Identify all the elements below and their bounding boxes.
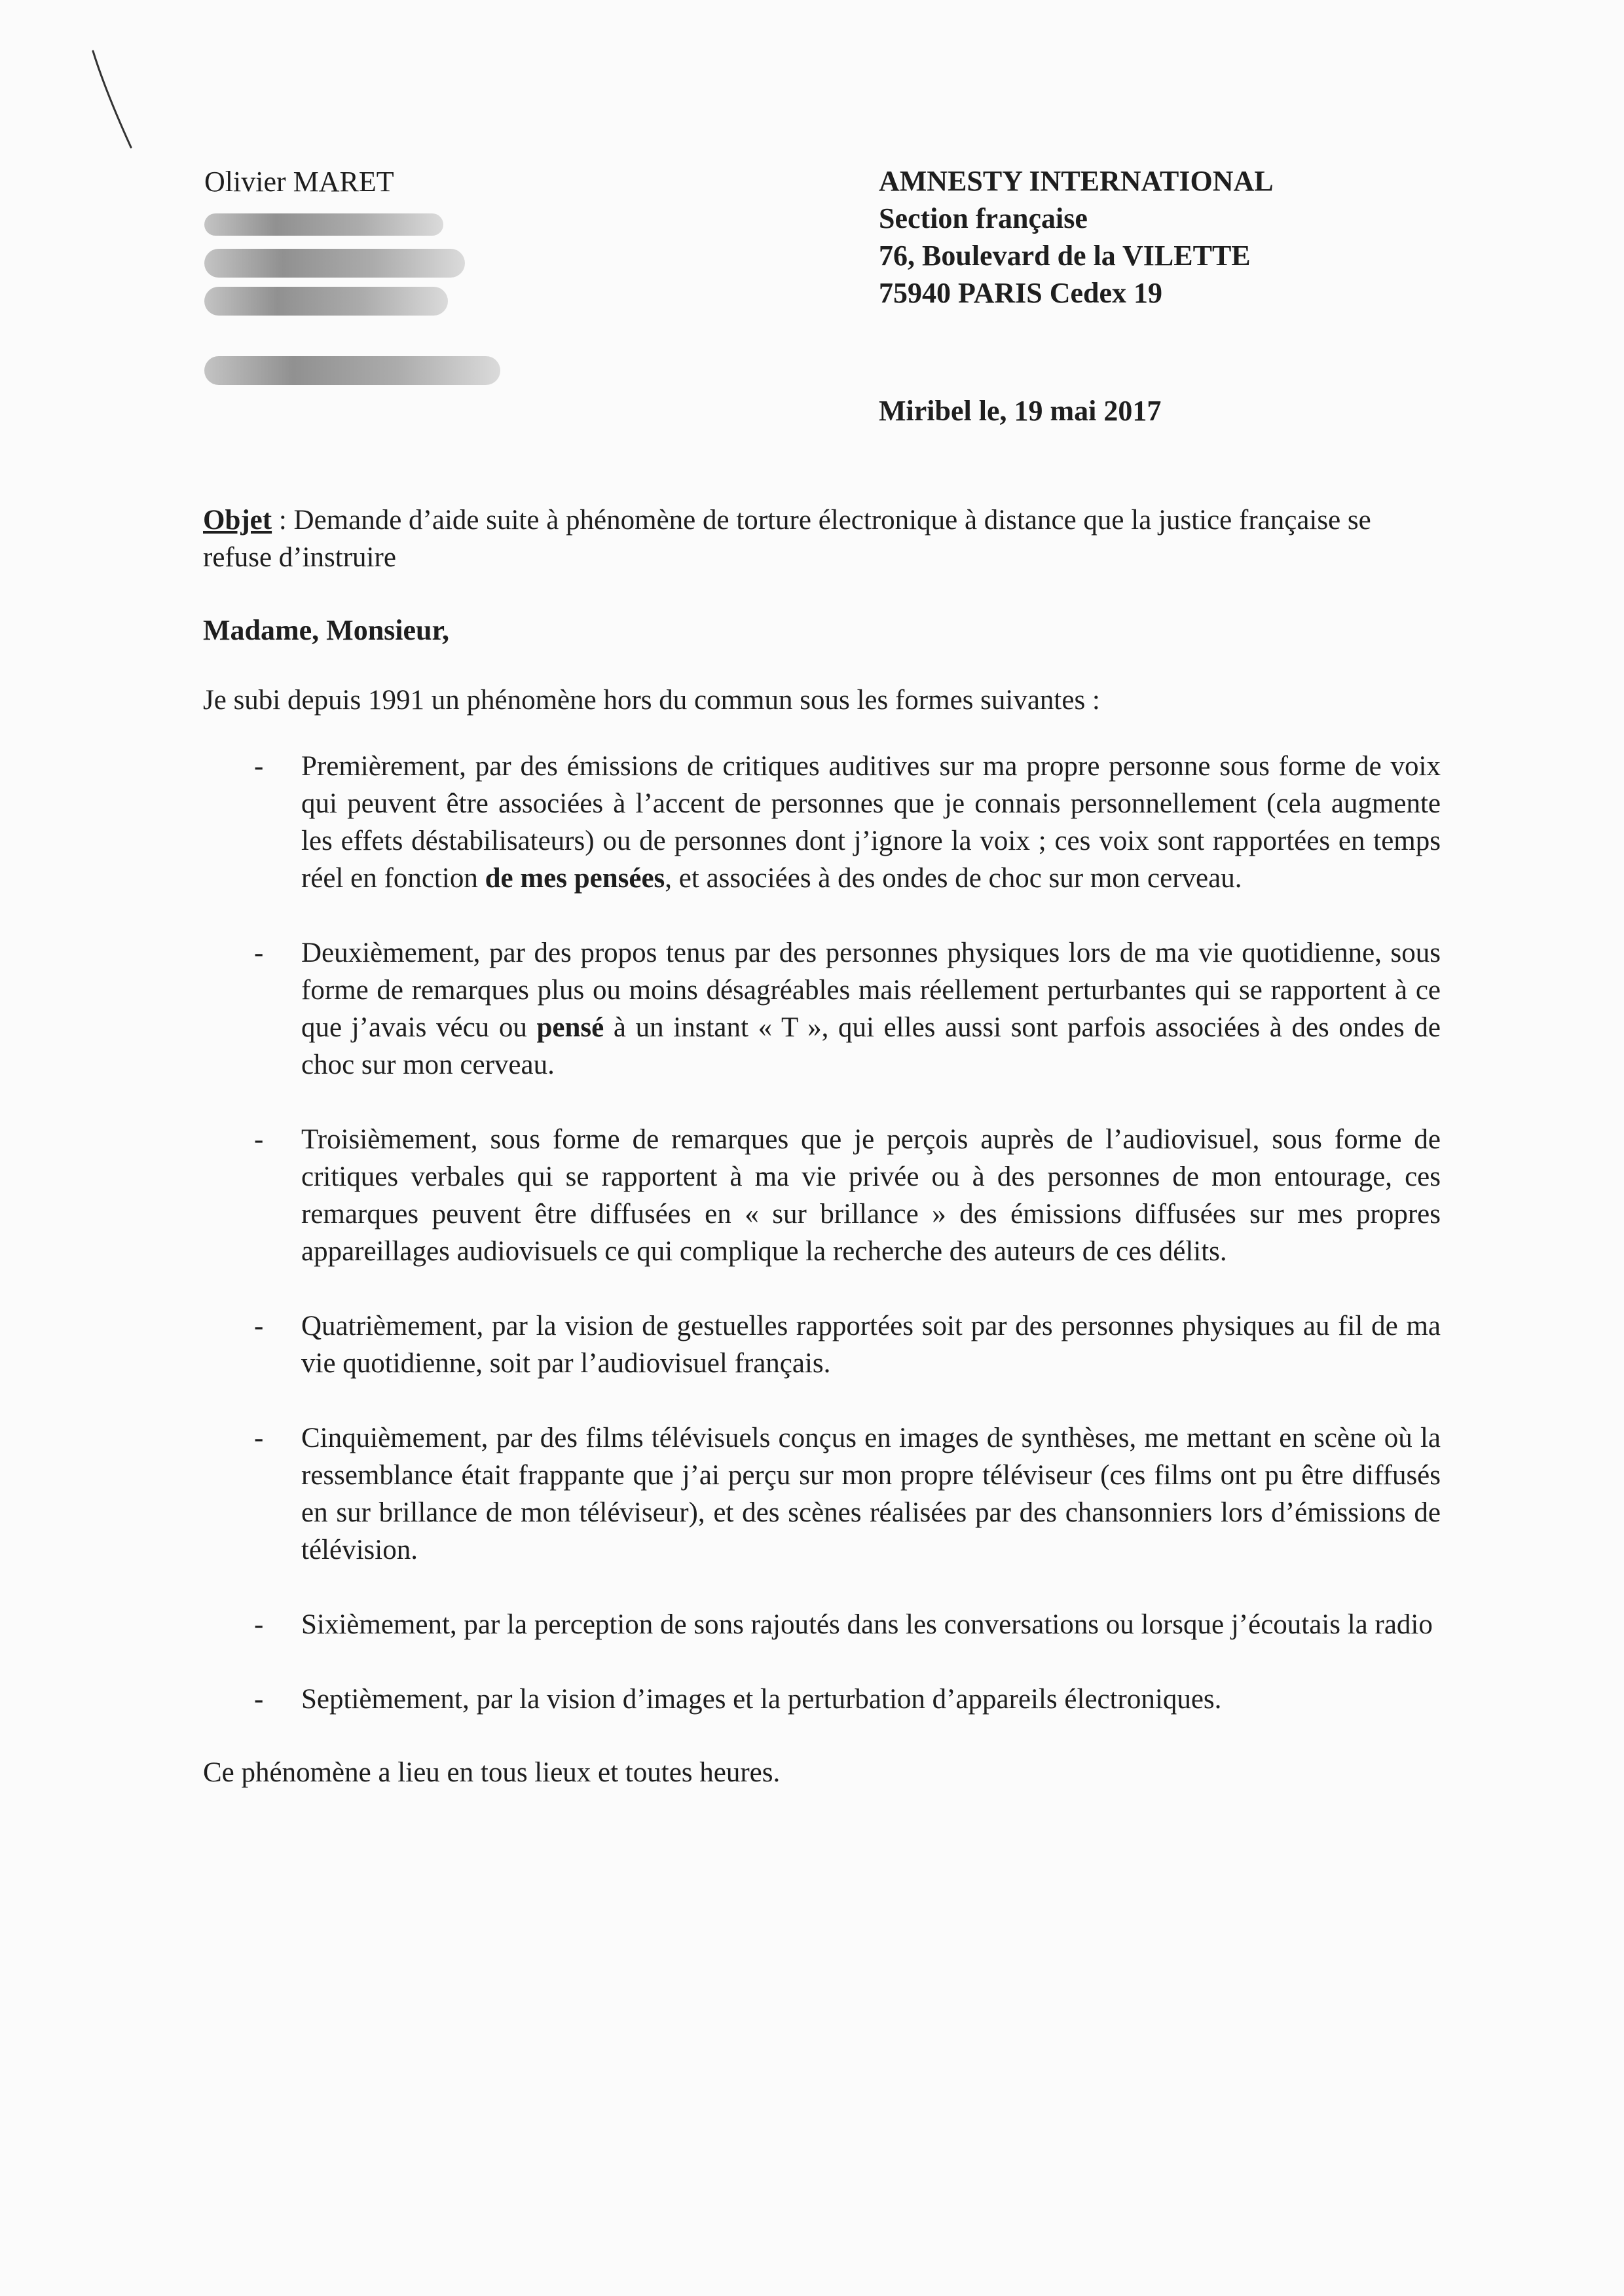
item-text-end: , et associées à des ondes de choc sur mon cerveau. — [665, 863, 1242, 894]
item-text-end: à un instant « T », qui elles aussi sont parfois associées à des ondes de choc sur mon cerveau. — [301, 1012, 1441, 1080]
redacted-address-line-2 — [204, 249, 465, 278]
redacted-address-line-3 — [204, 287, 448, 316]
list-item — [203, 1681, 1441, 1718]
list-item — [203, 1307, 1441, 1382]
item-text: Cinquièmement, par des films télévisuels conçus en images de synthèses, me mettant en scène où la ressemblance était frappante que j’ai perçu sur mon propre téléviseur (ces films ont pu être diffusés en sur brillance de mon téléviseur), et des scènes réalisées par des chansonniers lors d’émissions de télévision. — [301, 1423, 1441, 1565]
item-text: Premièrement, par des émissions de critiques auditives sur ma propre personne sous forme de voix qui peuvent être associées à l’accent de personnes que je connais personnellement (cela augmente les effets déstabilisateurs) ou de personnes dont j’ignore la voix ; ces voix sont rapportées en temps réel en fonction — [301, 751, 1441, 894]
subject-line — [203, 501, 1441, 576]
subject-label: Objet — [203, 505, 272, 536]
date-line: Miribel le, 19 mai 2017 — [879, 395, 1162, 427]
pen-stroke-mark — [85, 46, 144, 157]
recipient-line: 76, Boulevard de la VILETTE — [879, 240, 1251, 272]
recipient-line: 75940 PARIS Cedex 19 — [879, 277, 1163, 309]
closing-sentence: Ce phénomène a lieu en tous lieux et toutes heures. — [203, 1757, 781, 1788]
phenomena-list — [203, 748, 1441, 1718]
letter-body — [203, 501, 1441, 1791]
item-emphasis: de mes pensées — [485, 863, 665, 894]
list-item — [203, 748, 1441, 897]
list-item — [203, 934, 1441, 1084]
dash-bullet: - — [254, 1124, 264, 1155]
dash-bullet: - — [254, 938, 264, 968]
dash-bullet: - — [254, 1423, 264, 1453]
list-item — [203, 1419, 1441, 1569]
item-text: Septièmement, par la vision d’images et la perturbation d’appareils électroniques. — [301, 1684, 1222, 1715]
sender-block — [204, 162, 545, 202]
dash-bullet: - — [254, 751, 264, 782]
dash-bullet: - — [254, 1684, 264, 1715]
dash-bullet: - — [254, 1311, 264, 1341]
list-item — [203, 1121, 1441, 1270]
sender-name: Olivier MARET — [204, 166, 394, 198]
redacted-address-line-1 — [204, 213, 443, 236]
item-text: Deuxièmement, par des propos tenus par des personnes physiques lors de ma vie quotidienne, sous forme de remarques plus ou moins désagréables mais réellement perturbantes qui se rapportent à ce que j’avais vécu ou — [301, 938, 1441, 1043]
item-emphasis: pensé — [536, 1012, 604, 1043]
redacted-address-line-4 — [204, 356, 500, 385]
recipient-address — [879, 162, 1274, 312]
intro-paragraph: Je subi depuis 1991 un phénomène hors du commun sous les formes suivantes : — [203, 685, 1100, 716]
recipient-line: Section française — [879, 202, 1088, 234]
subject-text: : Demande d’aide suite à phénomène de torture électronique à distance que la justice française se refuse d’instruire — [203, 505, 1371, 573]
dash-bullet: - — [254, 1609, 264, 1640]
item-text: Quatrièmement, par la vision de gestuelles rapportées soit par des personnes physiques au fil de ma vie quotidienne, soit par l’audiovisuel français. — [301, 1311, 1441, 1379]
list-item — [203, 1606, 1441, 1643]
item-text: Troisièmement, sous forme de remarques que je perçois auprès de l’audiovisuel, sous forme de critiques verbales qui se rapportent à ma vie privée ou à des personnes de mon entourage, ces remarques peuvent être diffusées en « sur brillance » des émissions diffusées sur mes propres appareillages audiovisuels ce qui complique la recherche des auteurs de ces délits. — [301, 1124, 1441, 1267]
item-text: Sixièmement, par la perception de sons rajoutés dans les conversations ou lorsque j’écoutais la radio — [301, 1609, 1433, 1640]
greeting: Madame, Monsieur, — [203, 614, 450, 646]
recipient-line: AMNESTY INTERNATIONAL — [879, 165, 1274, 197]
